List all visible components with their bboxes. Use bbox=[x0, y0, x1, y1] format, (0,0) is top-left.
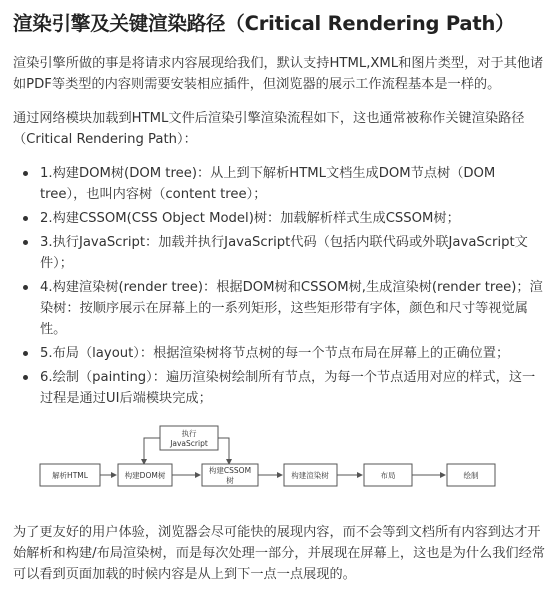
svg-text:执行: 执行 bbox=[181, 429, 197, 438]
flow-paragraph: 通过网络模块加载到HTML文件后渲染引擎渲染流程如下，这也通常被称作关键渲染路径（Critical Rendering Path）： bbox=[13, 111, 525, 147]
list-item-step-4: 4.构建渲染树(render tree)：根据DOM树和CSSOM树,生成渲染树(render tree)；渲染树：按顺序展示在屏幕上的一系列矩形，这些矩形带有字体，颜色和尺寸等视觉属性。 bbox=[13, 277, 545, 340]
svg-text:布局: 布局 bbox=[380, 471, 396, 480]
svg-text:解析HTML: 解析HTML bbox=[52, 471, 88, 480]
svg-text:树: 树 bbox=[226, 476, 234, 485]
node-build-render-tree bbox=[284, 464, 337, 486]
arrow-js-to-dom bbox=[144, 438, 160, 464]
node-build-dom-tree bbox=[118, 464, 172, 486]
node-layout bbox=[364, 464, 412, 486]
svg-text:构建CSSOM: 构建CSSOM bbox=[208, 466, 252, 475]
list-item-step-2: 2.构建CSSOM(CSS Object Model)树：加载解析样式生成CSSOM树； bbox=[13, 208, 545, 229]
list-item-step-1: 1.构建DOM树(DOM tree)：从上到下解析HTML文档生成DOM节点树（DOM tree），也叫内容树（content tree）； bbox=[13, 163, 545, 205]
list-item-step-3: 3.执行JavaScript：加载并执行JavaScript代码（包括内联代码或外联JavaScript文件）； bbox=[13, 232, 545, 274]
list-item-step-5: 5.布局（layout）：根据渲染树将节点树的每一个节点布局在屏幕上的正确位置； bbox=[13, 343, 545, 364]
arrow-js-to-cssom bbox=[218, 438, 229, 464]
closing-paragraph: 为了更友好的用户体验，浏览器会尽可能快的展现内容，而不会等到文档所有内容到达才开始解析和构建/布局渲染树，而是每次处理一部分，并展现在屏幕上，这也是为什么我们经常可以看到页面加载的时候内容是从上到下一点一点展现的。 bbox=[13, 525, 545, 582]
node-paint bbox=[447, 464, 495, 486]
svg-text:构建DOM树: 构建DOM树 bbox=[124, 471, 166, 480]
svg-text:JavaScript: JavaScript bbox=[170, 439, 208, 448]
list-item-step-6: 6.绘制（painting）：遍历渲染树绘制所有节点，为每一个节点适用对应的样式，这一过程是通过UI后端模块完成； bbox=[13, 367, 545, 409]
node-run-javascript bbox=[160, 426, 218, 450]
rendering-steps-list bbox=[13, 163, 545, 412]
rendering-flow-diagram bbox=[32, 418, 532, 498]
node-build-cssom-tree bbox=[202, 464, 258, 486]
intro-paragraph: 渲染引擎所做的事是将请求内容展现给我们，默认支持HTML,XML和图片类型，对于其他诸如PDF等类型的内容则需要安装相应插件，但浏览器的展示工作流程基本是一样的。 bbox=[13, 56, 544, 92]
flow-diagram-svg bbox=[32, 418, 532, 498]
node-parse-html bbox=[40, 464, 100, 486]
svg-text:绘制: 绘制 bbox=[463, 471, 479, 480]
svg-text:构建渲染树: 构建渲染树 bbox=[291, 471, 329, 480]
page-title: 渲染引擎及关键渲染路径（Critical Rendering Path） bbox=[13, 12, 515, 35]
